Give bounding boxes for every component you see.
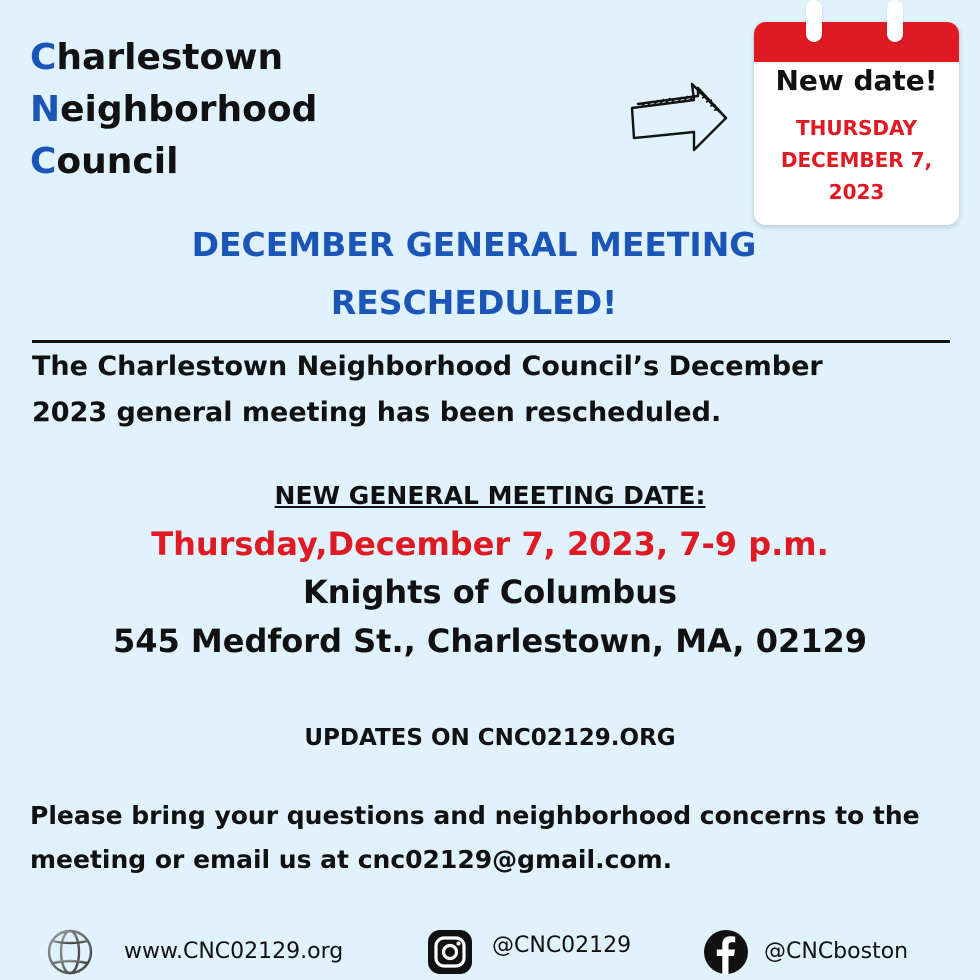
intro-line-1: The Charlestown Neighborhood Council’s December xyxy=(32,351,823,382)
meeting-address: 545 Medford St., Charlestown, MA, 02129 xyxy=(112,622,868,660)
divider xyxy=(32,340,950,343)
website-link[interactable]: www.CNC02129.org xyxy=(124,939,344,964)
closing-line-2: meeting or email us at cnc02129@gmail.com. xyxy=(30,845,673,874)
instagram-icon[interactable] xyxy=(426,928,474,976)
title-line-2: RESCHEDULED! xyxy=(330,283,618,322)
logo-line-3 xyxy=(30,136,317,188)
page-title xyxy=(0,216,948,332)
title-line-1: DECEMBER GENERAL MEETING xyxy=(191,225,757,264)
new-date-label: NEW GENERAL MEETING DATE: xyxy=(274,481,706,510)
calendar-header xyxy=(754,22,959,62)
logo-text: harlestown xyxy=(56,37,284,78)
meeting-datetime: Thursday,December 7, 2023, 7-9 p.m. xyxy=(151,525,829,563)
calendar-day: THURSDAY xyxy=(795,116,918,140)
logo-initial: N xyxy=(30,89,61,130)
facebook-handle[interactable]: @CNCboston xyxy=(764,939,909,964)
meeting-venue: Knights of Columbus xyxy=(302,573,678,611)
facebook-icon[interactable] xyxy=(702,928,750,976)
logo-line-1 xyxy=(30,32,317,84)
calendar-ring xyxy=(887,0,903,42)
calendar-date xyxy=(754,112,959,208)
logo-text: eighborhood xyxy=(60,89,318,130)
closing-line-1: Please bring your questions and neighborhood concerns to the xyxy=(30,801,920,830)
calendar-year: 2023 xyxy=(828,180,885,204)
updates-notice: UPDATES ON CNC02129.ORG xyxy=(304,725,676,751)
logo-line-2 xyxy=(30,84,317,136)
arrow-right-icon xyxy=(628,78,730,156)
organization-logo xyxy=(30,32,317,188)
instagram-handle[interactable]: @CNC02129 xyxy=(492,933,632,958)
calendar-month-day: DECEMBER 7, xyxy=(780,148,933,172)
calendar-ring xyxy=(806,0,822,42)
logo-initial: C xyxy=(30,141,57,182)
calendar-title: New date! xyxy=(775,64,938,97)
intro-paragraph xyxy=(32,344,932,436)
logo-text: ouncil xyxy=(56,141,179,182)
closing-paragraph xyxy=(30,794,960,882)
calendar-icon xyxy=(754,22,959,225)
logo-initial: C xyxy=(30,37,57,78)
intro-line-2: 2023 general meeting has been rescheduled. xyxy=(32,397,722,428)
globe-icon xyxy=(46,928,94,976)
